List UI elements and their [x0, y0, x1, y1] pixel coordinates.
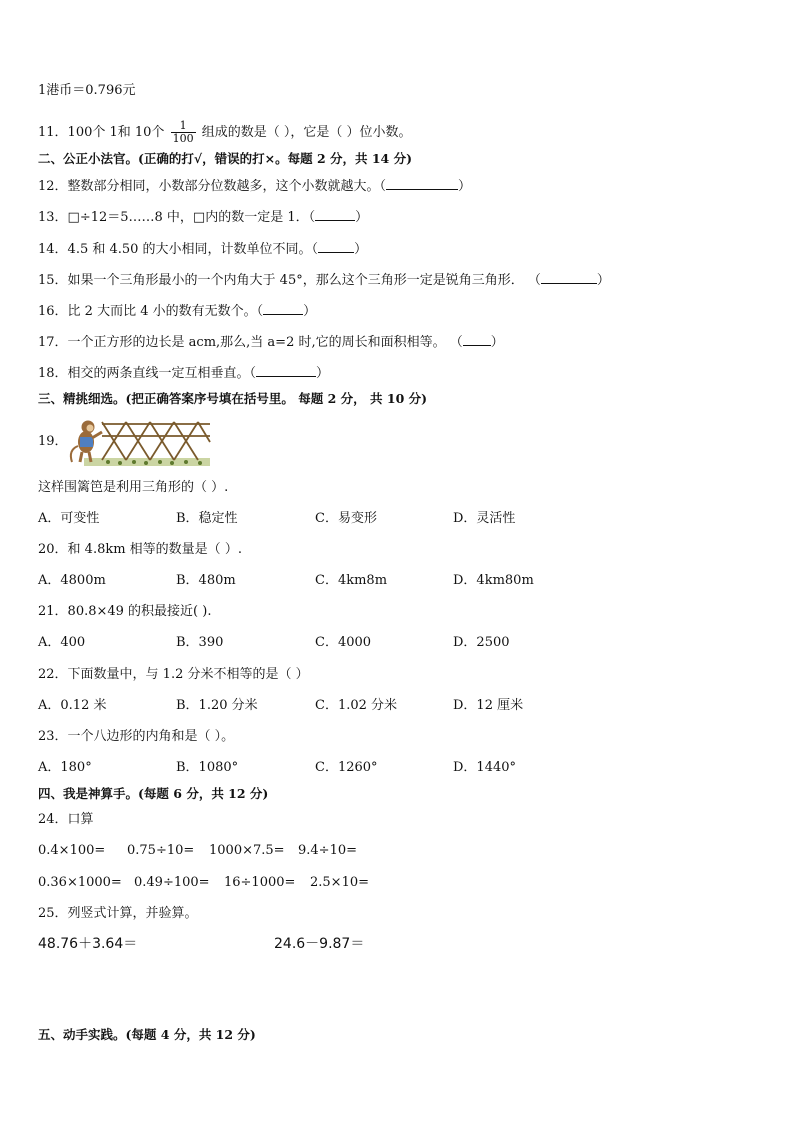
question-16 [38, 303, 316, 320]
q21-option-d[interactable]: D．2500 [453, 635, 510, 650]
q19-option-a[interactable]: A．可变性 [38, 511, 100, 526]
question-11 [38, 120, 411, 145]
q12-text: 12．整数部分相同，小数部分位数越多，这个小数就越大。（ [38, 179, 387, 194]
q17-close: ） [490, 335, 504, 350]
oral-calc-item: 16÷1000= [224, 875, 296, 890]
q19-stem: 这样围篱笆是利用三角形的（ ）. [38, 480, 229, 495]
oral-calc-item: 0.4×100= [38, 843, 106, 858]
fence-icon [84, 422, 210, 466]
q21-stem: 21．80.8×49 的积最接近( ). [38, 604, 212, 619]
fraction-one-hundredth [171, 120, 196, 145]
fraction-denominator: 100 [172, 132, 194, 145]
oral-calc-item: 1000×7.5= [209, 843, 285, 858]
vertical-calc-expression: 48.76＋3.64＝ [38, 936, 138, 952]
answer-blank[interactable] [256, 365, 316, 377]
q20-stem: 20．和 4.8km 相等的数量是（ ）. [38, 542, 242, 557]
question-17 [38, 334, 504, 351]
q22-option-d[interactable]: D．12 厘米 [453, 698, 524, 713]
q23-stem: 23．一个八边形的内角和是（ ）。 [38, 729, 235, 744]
oral-calc-item: 0.49÷100= [134, 875, 210, 890]
q21-option-b[interactable]: B．390 [176, 635, 224, 650]
question-13 [38, 209, 368, 226]
q19-option-d[interactable]: D．灵活性 [453, 511, 516, 526]
oral-calc-item: 2.5×10= [310, 875, 370, 890]
answer-blank[interactable] [315, 209, 355, 221]
q24-title: 24．口算 [38, 812, 94, 827]
q23-option-c[interactable]: C．1260° [315, 760, 378, 775]
oral-calc-item: 0.75÷10= [127, 843, 195, 858]
question-18 [38, 365, 329, 382]
q23-option-a[interactable]: A．180° [38, 760, 92, 775]
q22-stem: 22．下面数量中，与 1.2 分米不相等的是（ ） [38, 667, 309, 682]
section-4-title: 四、我是神算手。(每题 6 分，共 12 分) [38, 786, 269, 801]
exchange-rate-line: 1港币＝0.796元 [38, 83, 136, 98]
q22-option-c[interactable]: C．1.02 分米 [315, 698, 398, 713]
fraction-numerator: 1 [171, 120, 196, 133]
section-3-title: 三、精挑细选。(把正确答案序号填在括号里。 每题 2 分， 共 10 分) [38, 391, 428, 406]
answer-blank[interactable] [386, 178, 458, 190]
q16-close: ） [303, 304, 317, 319]
q20-option-d[interactable]: D．4km80m [453, 573, 534, 588]
q11-post: 组成的数是（ ），它是（ ）位小数。 [201, 125, 412, 140]
q15-close: ） [596, 273, 610, 288]
q17-text: 17．一个正方形的边长是 acm,那么,当 a=2 时,它的周长和面积相等。 （ [38, 335, 463, 350]
answer-blank[interactable] [541, 272, 597, 284]
q16-text: 16．比 2 大而比 4 小的数有无数个。（ [38, 304, 264, 319]
q14-text: 14．4.5 和 4.50 的大小相同，计数单位不同。（ [38, 242, 319, 257]
q13-text: 13．□÷12＝5……8 中，□内的数一定是 1．（ [38, 210, 316, 225]
q20-option-c[interactable]: C．4km8m [315, 573, 388, 588]
q14-close: ） [354, 242, 368, 257]
q22-option-b[interactable]: B．1.20 分米 [176, 698, 258, 713]
question-12 [38, 178, 471, 195]
q21-option-a[interactable]: A．400 [38, 635, 86, 650]
monkey-fence-illustration [64, 410, 214, 470]
oral-calc-item: 9.4÷10= [298, 843, 358, 858]
q15-text: 15．如果一个三角形最小的一个内角大于 45°，那么这个三角形一定是锐角三角形． （ [38, 273, 541, 288]
answer-blank[interactable] [318, 241, 354, 253]
q11-pre: 11．100个 1和 10个 [38, 125, 165, 140]
q13-close: ） [355, 210, 369, 225]
q23-option-d[interactable]: D．1440° [453, 760, 517, 775]
vertical-calc-expression: 24.6－9.87＝ [274, 936, 365, 952]
q20-option-b[interactable]: B．480m [176, 573, 236, 588]
q20-option-a[interactable]: A．4800m [38, 573, 106, 588]
q12-close: ） [458, 179, 472, 194]
answer-blank[interactable] [263, 303, 303, 315]
q22-option-a[interactable]: A．0.12 米 [38, 698, 107, 713]
section-5-title: 五、动手实践。(每题 4 分，共 12 分) [38, 1027, 256, 1042]
section-2-title: 二、公正小法官。(正确的打√，错误的打×。每题 2 分，共 14 分) [38, 151, 413, 166]
q18-close: ） [316, 366, 330, 381]
question-14 [38, 241, 367, 258]
q23-option-b[interactable]: B．1080° [176, 760, 239, 775]
q25-title: 25．列竖式计算，并验算。 [38, 906, 198, 921]
q18-text: 18．相交的两条直线一定互相垂直。（ [38, 366, 257, 381]
q21-option-c[interactable]: C．4000 [315, 635, 372, 650]
oral-calc-item: 0.36×1000= [38, 875, 122, 890]
q19-option-b[interactable]: B．稳定性 [176, 511, 238, 526]
question-15 [38, 272, 610, 289]
monkey-icon [71, 421, 102, 463]
answer-blank[interactable] [463, 334, 491, 346]
q19-option-c[interactable]: C．易变形 [315, 511, 377, 526]
question-19-number: 19． [38, 434, 68, 449]
